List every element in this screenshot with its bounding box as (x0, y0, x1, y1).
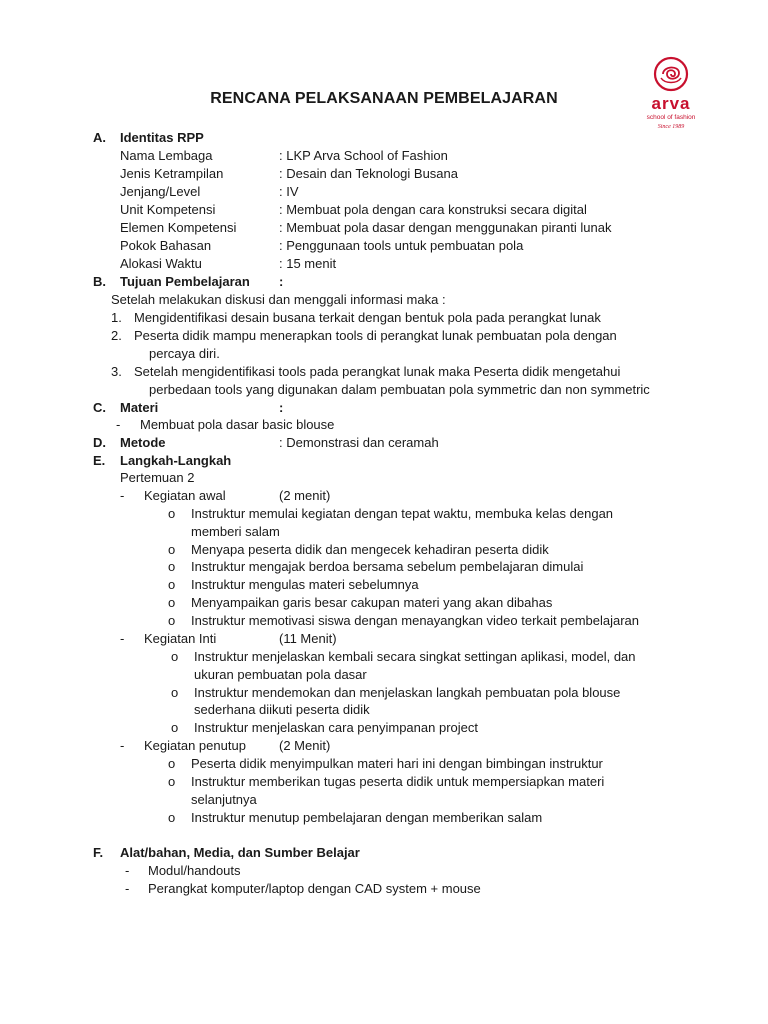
section-e-heading: Langkah-Langkah (120, 453, 232, 468)
step-text: Peserta didik menyimpulkan materi hari ini dengan bimbingan instruktur (191, 756, 603, 771)
step-text-cont: memberi salam (191, 524, 280, 539)
objectives-intro: Setelah melakukan diskusi dan menggali informasi maka : (111, 292, 446, 307)
section-c-colon: : (279, 400, 284, 415)
logo-since: Since 1989 (657, 124, 685, 130)
identity-label: Elemen Kompetensi (120, 220, 237, 235)
activity-dash: - (120, 738, 125, 753)
section-a-heading: Identitas RPP (120, 130, 204, 145)
section-f-heading: Alat/bahan, Media, dan Sumber Belajar (120, 845, 360, 860)
objective-text-cont: perbedaan tools yang digunakan dalam pembuatan pola symmetric dan non symmetric (149, 382, 650, 397)
step-bullet: o (168, 774, 176, 789)
identity-value: : IV (279, 184, 299, 199)
resource-item: Perangkat komputer/laptop dengan CAD system + mouse (148, 881, 481, 896)
step-bullet: o (168, 613, 176, 628)
step-bullet: o (171, 649, 179, 664)
step-bullet: o (168, 595, 176, 610)
section-d-heading: Metode (120, 435, 166, 450)
step-text: Instruktur memotivasi siswa dengan menayangkan video terkait pembelajaran (191, 613, 640, 628)
step-text-cont: selanjutnya (191, 792, 257, 807)
activity-name: Kegiatan penutup (144, 738, 246, 753)
section-b-colon: : (279, 274, 284, 289)
objective-text-cont: percaya diri. (149, 346, 220, 361)
identity-value: : Penggunaan tools untuk pembuatan pola (279, 238, 524, 253)
activity-duration: (2 menit) (279, 488, 331, 503)
logo-wordmark: arva (651, 94, 691, 113)
material-dash: - (116, 417, 121, 432)
objective-number: 3. (111, 364, 122, 379)
section-d-letter: D. (93, 435, 106, 450)
step-text: Menyampaikan garis besar cakupan materi yang akan dibahas (191, 595, 553, 610)
identity-label: Nama Lembaga (120, 148, 213, 163)
section-b-heading: Tujuan Pembelajaran (120, 274, 250, 289)
section-a-letter: A. (93, 130, 106, 145)
step-text: Instruktur memulai kegiatan dengan tepat waktu, membuka kelas dengan (191, 506, 614, 521)
step-text: Instruktur menjelaskan kembali secara singkat settingan aplikasi, model, dan (194, 649, 636, 664)
identity-value: : Desain dan Teknologi Busana (279, 166, 458, 181)
step-bullet: o (168, 542, 176, 557)
identity-label: Pokok Bahasan (120, 238, 212, 253)
step-text: Instruktur menjelaskan cara penyimpanan project (194, 720, 478, 735)
resource-item: Modul/handouts (148, 863, 241, 878)
section-b-letter: B. (93, 274, 106, 289)
identity-label: Jenis Ketrampilan (120, 166, 224, 181)
step-text-cont: ukuran pembuatan pola dasar (194, 667, 367, 682)
identity-label: Jenjang/Level (120, 184, 201, 199)
identity-value: : LKP Arva School of Fashion (279, 148, 448, 163)
identity-value: : Membuat pola dengan cara konstruksi secara digital (279, 202, 587, 217)
identity-value: : 15 menit (279, 256, 337, 271)
step-text: Instruktur mendemokan dan menjelaskan langkah pembuatan pola blouse (194, 685, 621, 700)
identity-label: Unit Kompetensi (120, 202, 216, 217)
step-text-cont: sederhana diikuti peserta didik (194, 702, 370, 717)
logo-subtitle: school of fashion (646, 114, 696, 121)
step-bullet: o (168, 577, 176, 592)
activity-dash: - (120, 488, 125, 503)
resource-dash: - (125, 881, 130, 896)
method-value: : Demonstrasi dan ceramah (279, 435, 439, 450)
step-bullet: o (168, 756, 176, 771)
objective-number: 2. (111, 328, 122, 343)
material-item: Membuat pola dasar basic blouse (140, 417, 335, 432)
step-bullet: o (168, 810, 176, 825)
step-bullet: o (168, 559, 176, 574)
activity-duration: (2 Menit) (279, 738, 331, 753)
activity-duration: (11 Menit) (279, 631, 337, 646)
identity-label: Alokasi Waktu (120, 256, 202, 271)
step-text: Menyapa peserta didik dan mengecek kehadiran peserta didik (191, 542, 549, 557)
section-c-heading: Materi (120, 400, 159, 415)
step-bullet: o (171, 685, 179, 700)
section-c-letter: C. (93, 400, 106, 415)
page-title: RENCANA PELAKSANAAN PEMBELAJARAN (210, 90, 558, 107)
resource-dash: - (125, 863, 130, 878)
objective-text: Peserta didik mampu menerapkan tools di perangkat lunak pembuatan pola dengan (134, 328, 617, 343)
objective-text: Setelah mengidentifikasi tools pada perangkat lunak maka Peserta didik mengetahui (134, 364, 621, 379)
activity-dash: - (120, 631, 125, 646)
section-e-letter: E. (93, 453, 106, 468)
step-text: Instruktur menutup pembelajaran dengan memberikan salam (191, 810, 543, 825)
objective-number: 1. (111, 310, 122, 325)
step-text: Instruktur memberikan tugas peserta didik untuk mempersiapkan materi (191, 774, 605, 789)
activity-name: Kegiatan Inti (144, 631, 217, 646)
activity-name: Kegiatan awal (144, 488, 226, 503)
identity-value: : Membuat pola dasar dengan menggunakan piranti lunak (279, 220, 612, 235)
section-f-letter: F. (93, 845, 104, 860)
step-text: Instruktur mengajak berdoa bersama sebelum pembelajaran dimulai (191, 559, 584, 574)
objective-text: Mengidentifikasi desain busana terkait dengan bentuk pola pada perangkat lunak (134, 310, 601, 325)
step-bullet: o (171, 720, 179, 735)
step-bullet: o (168, 506, 176, 521)
meeting-label: Pertemuan 2 (120, 470, 195, 485)
step-text: Instruktur mengulas materi sebelumnya (191, 577, 419, 592)
